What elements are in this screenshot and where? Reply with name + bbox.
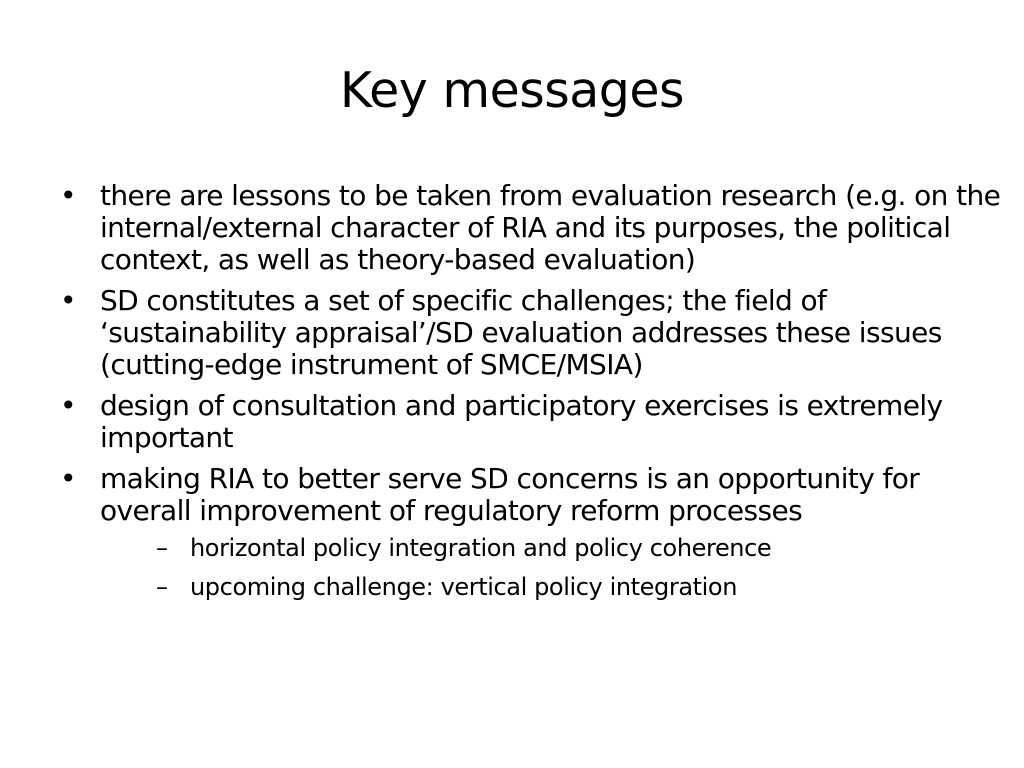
slide-title: Key messages [339, 62, 685, 119]
bullet-marker: • [60, 389, 76, 422]
sub-bullet-item [100, 533, 1006, 563]
bullet-item [56, 180, 1006, 276]
bullet-text: SD constitutes a set of specific challenges; the field of ‘sustainability appraisal’/SD evaluation addresses these issues (cutting-edge instrument of SMCE/MSIA) [100, 284, 942, 381]
bullet-item [56, 285, 1006, 381]
sub-bullet-list [100, 533, 1006, 602]
bullet-item [56, 463, 1006, 602]
bullet-text: design of consultation and participatory exercises is extremely important [100, 389, 943, 454]
sub-bullet-marker: – [156, 534, 168, 562]
sub-bullet-marker: – [156, 573, 168, 601]
bullet-text: there are lessons to be taken from evaluation research (e.g. on the internal/external character of RIA and its purposes, the political context, as well as theory-based evaluation) [100, 179, 1001, 276]
bullet-marker: • [60, 284, 76, 317]
bullet-item [56, 390, 1006, 454]
sub-bullet-text: horizontal policy integration and policy coherence [190, 534, 772, 562]
bullet-text: making RIA to better serve SD concerns is an opportunity for overall improvement of regulatory reform processes [100, 462, 920, 527]
sub-bullet-item [100, 572, 1006, 602]
bullet-marker: • [60, 462, 76, 495]
bullet-list [56, 180, 1006, 611]
bullet-marker: • [60, 179, 76, 212]
sub-bullet-text: upcoming challenge: vertical policy integration [190, 573, 738, 601]
